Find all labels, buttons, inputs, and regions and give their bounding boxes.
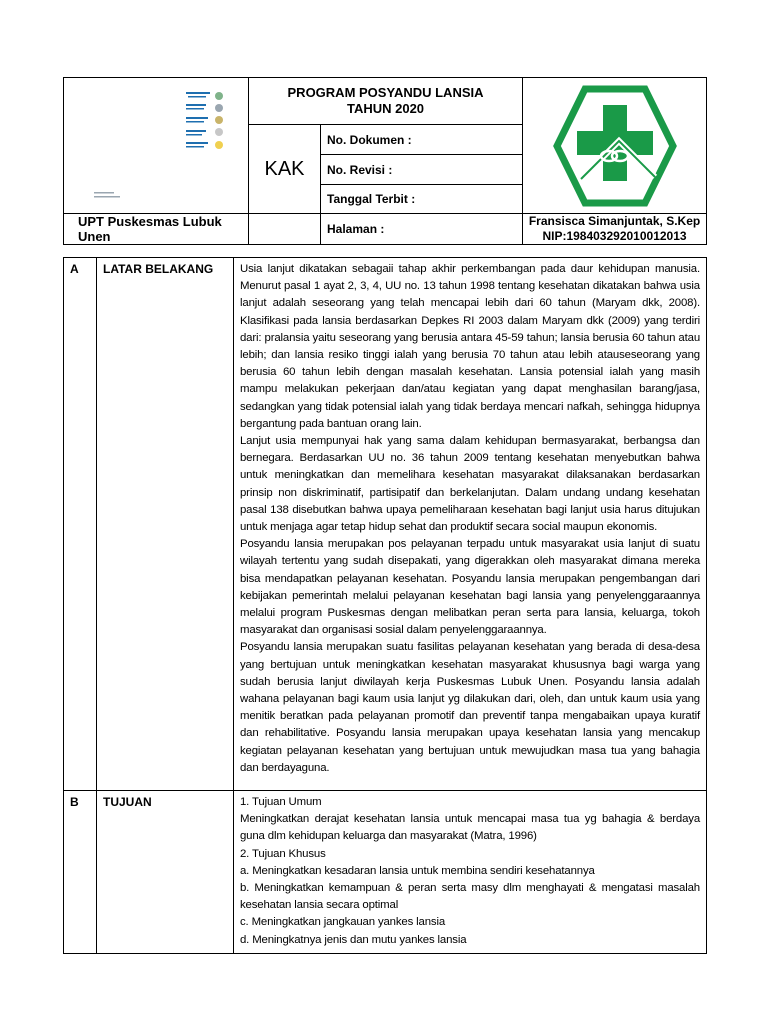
header-logo-cell: [64, 78, 249, 214]
section-row-a: [64, 258, 707, 791]
emblem-cell: [523, 78, 707, 214]
unit-name: UPT Puskesmas Lubuk Unen: [64, 214, 249, 245]
section-title: LATAR BELAKANG: [97, 258, 234, 791]
list-item: a. Meningkatkan kesadaran lansia untuk membina sendiri kesehatannya: [240, 864, 595, 877]
signer-name: Fransisca Simanjuntak, S.Kep: [528, 214, 701, 228]
section-title: TUJUAN: [97, 791, 234, 954]
list-item: d. Meningkatnya jenis dan mutu yankes lansia: [240, 933, 467, 946]
document-header: [63, 77, 707, 245]
section-body: [234, 791, 707, 954]
list-item: 1. Tujuan Umum: [240, 796, 322, 808]
list-item: b. Meningkatkan kemampuan & peran serta masy dlm menghayati & mengatasi masalah kesehatan lansia secara optimal: [240, 882, 700, 912]
embedded-thumbnail-image: [82, 84, 242, 212]
signer-cell: [523, 214, 707, 245]
blank-cell: [249, 214, 321, 245]
section-body: [234, 258, 707, 791]
document-title-line2: TAHUN 2020: [346, 101, 425, 116]
no-revisi-label: No. Revisi :: [321, 155, 523, 185]
section-letter: B: [64, 791, 97, 954]
list-item: Meningkatkan derajat kesehatan lansia untuk mencapai masa tua yg bahagia & berdaya guna dlm kehidupan keluarga dan masyarakat (Matra, 1996): [240, 813, 700, 843]
paragraph: Lanjut usia mempunyai hak yang sama dalam kehidupan bermasyarakat, berbangsa dan bernegara. Berdasarkan UU no. 36 tahun 2009 tentang kesehatan menyebutkan bahwa untuk meningkatkan dan memelihara kesehatan masyarakat dilaksanakan berdasarkan prinsip non diskriminatif, partisipatif dan berkelanjutan. Dalam undang undang kesehatan pasal 138 disebutkan bahwa upaya pemeliharaan kesehatan bagi lanjut usia harus ditujukan untuk menjaga agar tetap hidup sehat dan produktif secara social maupun ekonomis.: [240, 435, 700, 534]
document-title-cell: [249, 78, 523, 125]
document-title-line1: PROGRAM POSYANDU LANSIA: [287, 85, 484, 100]
paragraph: Posyandu lansia merupakan pos pelayanan terpadu untuk masyarakat usia lanjut di suatu wilayah tertentu yang sudah disepakati, yang digerakkan oleh masyarakat dimana mereka bisa mendapatkan pelayanan kesehatan. Posyandu lansia merupakan pengembangan dari kebijakan pemerintah melalui pelayanan kesehatan bagi lansia yang penyelenggaraannya melalui program Puskesmas dengan melibatkan peran serta para lansia, keluarga, tokoh masyarakat dan organisasi sosial dalam penyelenggaraannya.: [240, 538, 700, 637]
paragraph: Usia lanjut dikatakan sebagaii tahap akhir perkembangan pada daur kehidupan manusia. Menurut pasal 1 ayat 2, 3, 4, UU no. 13 tahun 1998 tentang kesehatan dikatakan bahwa usia lanjut adalah seseorang yang telah mencapai lebih dari 60 tahun (Maryam dkk, 2008). Klasifikasi pada lansia berdasarkan Depkes RI 2003 dalam Maryam dkk (2009) yang terdiri dari: pralansia yaitu seseorang yang berusia antara 45-59 tahun; lansia berusia 60 tahun atau lebih; dan lansia resiko tinggi ialah yang berusia 70 tahun atau lebih atauseseorang yang berusia 60 tahun lebih dengan masalah kesehatan. Lansia potensial ialah yang masih mampu melakukan pekerjaan dan/atau kegiatan yang dapat menghasilan barang/jasa, sedangkan yang tidak potensial ialah yang tidak berdaya mencari nafkah, sehingga hidupnya bergantung pada bantuan orang lain.: [240, 263, 700, 430]
signer-nip: NIP:198403292010012013: [542, 229, 687, 243]
list-item: 2. Tujuan Khusus: [240, 847, 326, 860]
tanggal-terbit-label: Tanggal Terbit :: [321, 185, 523, 214]
section-letter: A: [64, 258, 97, 791]
content-table: [63, 257, 707, 954]
doc-type-cell: KAK: [249, 125, 321, 214]
puskesmas-emblem-icon: [549, 83, 681, 209]
paragraph: Posyandu lansia merupakan suatu fasilitas pelayanan kesehatan yang berada di desa-desa yang bertujuan untuk meningkatkan kesehatan masyarakat khususnya bagi warga yang sudah berusia lanjut diwilayah kerja Puskesmas Lubuk Unen. Posyandu lansia adalah wahana pelayanan bagi kaum usia lanjut yg dilakukan dari, oleh, dan untuk kaum usia yang menitik beratkan pada pelayanan promotif dan preventif tanpa mengabaikan upaya kuratif dan rehabilitative. Posyandu lansia merupakan upaya kesehatan lansia yang mencakup kegiatan pelayanan kesehatan yang bertujuan untuk mewujudkan masa tua yang bahagia dan berdayaguna.: [240, 641, 700, 774]
halaman-label: Halaman :: [321, 214, 523, 245]
section-row-b: [64, 791, 707, 954]
no-dokumen-label: No. Dokumen :: [321, 125, 523, 155]
list-item: c. Meningkatkan jangkauan yankes lansia: [240, 916, 446, 929]
